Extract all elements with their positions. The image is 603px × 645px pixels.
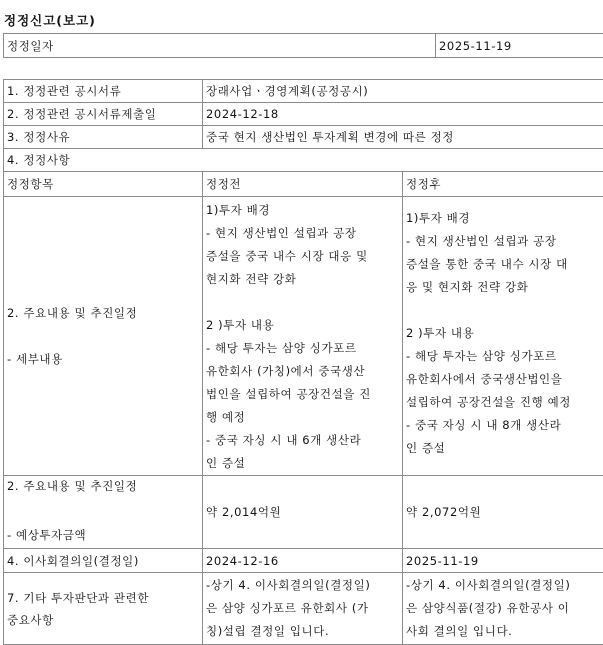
item-label: 4. 정정사항 <box>4 149 603 172</box>
text-line: - 중국 자싱 시 내 8개 생산라 <box>406 414 600 437</box>
item-label: 1. 정정관련 공시서류 <box>4 80 203 103</box>
correction-date-table <box>3 33 603 58</box>
item-line: 2. 주요내용 및 추진일정 <box>7 302 199 325</box>
table-row <box>4 149 603 172</box>
text-line: 2 )투자 내용 <box>206 314 399 337</box>
item-line: 2. 주요내용 및 추진일정 <box>7 476 199 499</box>
text-line: - 현지 생산법인 설립과 공장 <box>406 230 600 253</box>
item-value: 장래사업ㆍ경영계획(공정공시) <box>203 80 603 103</box>
text-line: 증설을 통한 중국 내수 시장 대 <box>406 253 600 276</box>
item-line: - 예상투자금액 <box>7 525 199 548</box>
text-line: 1)투자 배경 <box>206 199 399 222</box>
after-content <box>403 197 603 476</box>
before-date: 2024-12-16 <box>203 549 403 573</box>
before-amount: 약 2,014억원 <box>203 476 403 549</box>
text-line: 2 )투자 내용 <box>406 322 600 345</box>
text-line: 사회 결의일 입니다. <box>406 620 600 643</box>
column-header: 정정전 <box>203 172 403 197</box>
page-title: 정정신고(보고) <box>4 11 96 29</box>
after-date: 2025-11-19 <box>403 549 603 573</box>
item-value: 2024-12-18 <box>203 103 603 126</box>
correction-details-table <box>3 79 603 645</box>
after-amount: 약 2,072억원 <box>403 476 603 549</box>
text-line <box>206 291 399 314</box>
spacer <box>7 325 199 348</box>
column-header: 정정항목 <box>4 172 203 197</box>
correction-date-value: 2025-11-19 <box>436 34 603 58</box>
text-line: 법인을 설립하여 공장건설을 진 <box>206 383 399 406</box>
before-content <box>203 573 403 645</box>
text-line: 인 증설 <box>206 452 399 475</box>
spacer <box>7 499 199 525</box>
text-line: - 중국 자싱 시 내 6개 생산라 <box>206 429 399 452</box>
text-line <box>406 299 600 322</box>
text-line: 은 삼양 싱가포르 유한회사 (가 <box>206 597 399 620</box>
item-value: 중국 현지 생산법인 투자계획 변경에 따른 정정 <box>203 126 603 149</box>
text-line: -상기 4. 이사회결의일(결정일) <box>206 574 399 597</box>
table-header-row <box>4 172 603 197</box>
table-row <box>4 103 603 126</box>
text-line: 응 및 현지화 전략 강화 <box>406 276 600 299</box>
correction-date-row <box>4 34 603 58</box>
text-line: - 해당 투자는 삼양 싱가포르 <box>206 337 399 360</box>
item-line: - 세부내용 <box>7 348 199 371</box>
text-line: 인 증설 <box>406 437 600 460</box>
correction-item: 4. 이사회결의일(결정일) <box>4 549 203 573</box>
text-line: 칭)설립 결정일 입니다. <box>206 620 399 643</box>
text-line: 유한회사 (가칭)에서 중국생산 <box>206 360 399 383</box>
after-content <box>403 573 603 645</box>
correction-item: 7. 기타 투자판단과 관련한 중요사항 <box>4 573 203 645</box>
before-content <box>203 197 403 476</box>
text-line: - 해당 투자는 삼양 싱가포르 <box>406 345 600 368</box>
text-line: 1)투자 배경 <box>406 207 600 230</box>
text-line: 행 예정 <box>206 406 399 429</box>
correction-item <box>4 476 203 549</box>
table-row <box>4 476 603 549</box>
table-row <box>4 80 603 103</box>
table-row <box>4 126 603 149</box>
table-row <box>4 197 603 476</box>
text-line: - 현지 생산법인 설립과 공장 <box>206 222 399 245</box>
correction-date-label: 정정일자 <box>4 34 436 58</box>
table-row <box>4 573 603 645</box>
text-line: 은 삼양식품(절강) 유한공사 이 <box>406 597 600 620</box>
text-line: 현지화 전략 강화 <box>206 268 399 291</box>
item-label: 2. 정정관련 공시서류제출일 <box>4 103 203 126</box>
text-line: 설립하여 공장건설을 진행 예정 <box>406 391 600 414</box>
text-line: 유한회사에서 중국생산법인을 <box>406 368 600 391</box>
text-line: -상기 4. 이사회결의일(결정일) <box>406 574 600 597</box>
correction-item <box>4 197 203 476</box>
table-row <box>4 549 603 573</box>
text-line: 증설을 중국 내수 시장 대응 및 <box>206 245 399 268</box>
item-label: 3. 정정사유 <box>4 126 203 149</box>
column-header: 정정후 <box>403 172 603 197</box>
